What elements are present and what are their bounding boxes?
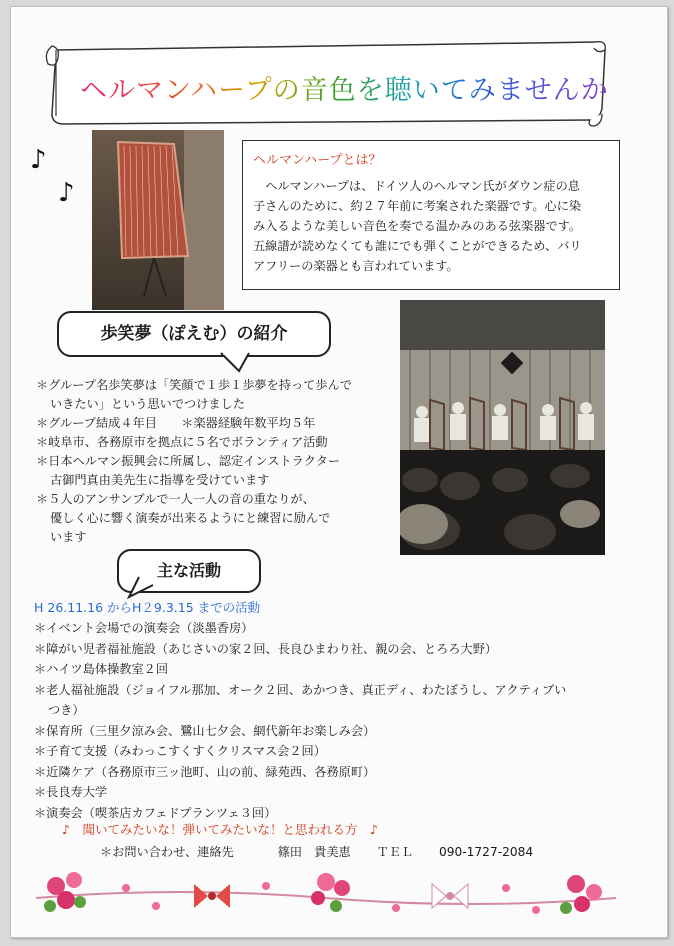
tel-number: 090-1727-2084	[439, 845, 534, 859]
info-body	[253, 176, 609, 276]
contact-label: ＊お問い合わせ、連絡先	[100, 845, 234, 859]
music-note-icon: ♪	[58, 178, 75, 208]
list-item: ＊イベント会場での演奏会（淡墨香房）	[34, 621, 254, 635]
tel-label: ＴＥＬ	[376, 845, 414, 859]
info-line: アフリーの楽器とも言われています。	[253, 259, 459, 273]
harp-photo	[92, 130, 224, 310]
ribbon-bow-icon	[194, 884, 230, 908]
list-item: 優しく心に響く演奏が出来るようにと練習に励んで	[50, 511, 331, 525]
list-item: ＊５人のアンサンブルで一人一人の音の重なりが、	[36, 492, 315, 506]
harp-info-box	[242, 140, 620, 290]
list-item: ＊長良寿大学	[34, 785, 108, 799]
contact-name: 篠田 貴美恵	[277, 845, 351, 859]
list-item: ＊岐阜市、各務原市を拠点に５名でボランティア活動	[36, 435, 328, 449]
list-item: ＊障がい児者福祉施設（あじさいの家２回、長良ひまわり社、親の会、とろろ大野）	[34, 641, 498, 656]
concert-photo	[400, 300, 605, 555]
flower-cluster-icon	[44, 872, 86, 912]
activity-list	[34, 618, 644, 823]
bubble-tail	[219, 351, 259, 373]
list-item: ＊老人福祉施設（ジョイフル那加、オーク２回、あかつき、真正ディ、わたぼうし、アクティブい	[34, 682, 567, 697]
list-item: つき）	[48, 703, 85, 717]
activity-heading: 主な活動	[156, 561, 221, 580]
music-note-icon: ♪	[30, 145, 47, 175]
info-line: ヘルマンハープは、ドイツ人のヘルマン氏がダウン症の息	[265, 179, 580, 193]
activity-period: H 26.11.16 からH２9.3.15 までの活動	[34, 600, 261, 615]
list-item: 古御門真由美先生に指導を受けています	[50, 473, 270, 487]
harp-image	[114, 138, 192, 298]
info-line: 子さんのために、約２７年前に考案された楽器です。心に染	[253, 199, 582, 213]
info-title: ヘルマンハープとは？	[253, 153, 382, 168]
list-item: ＊グループ結成４年目 ＊楽器経験年数平均５年	[36, 416, 316, 430]
list-item: ＊子育て支援（みわっこすくすくクリスマス会２回）	[34, 744, 326, 758]
contact-line	[100, 843, 533, 860]
list-item: ＊ハイツ島体操教室２回	[34, 662, 169, 676]
list-item: いきたい」という思いでつけました	[50, 397, 245, 411]
flower-cluster-icon	[311, 873, 350, 912]
list-item: ＊近隣ケア（各務原市三ッ池町、山の前、緑苑西、各務原町）	[34, 764, 376, 779]
concert-image	[400, 300, 605, 555]
list-item: ＊保育所（三里夕涼み会、鷺山七夕会、網代新年お楽しみ会）	[34, 723, 376, 738]
flyer-title: ヘルマンハープの音色を聴いてみませんか？	[80, 68, 610, 107]
list-item: ＊グループ名歩笑夢は「笑顔で１歩１歩夢を持って歩んで	[36, 378, 352, 392]
list-item: ＊日本ヘルマン振興会に所属し、認定インストラクター	[36, 454, 341, 468]
list-item: います	[50, 530, 87, 544]
title-scroll-banner	[42, 38, 637, 128]
intro-list	[36, 376, 396, 547]
info-line: み入るような美しい音色を奏でる温かみのある弦楽器です。	[253, 219, 582, 233]
intro-heading: 歩笑夢（ぽえむ）の紹介	[100, 324, 288, 344]
list-item: ＊演奏会（喫茶店カフェドプランツェ３回）	[34, 805, 277, 820]
info-line: 五線譜が読めなくても誰にでも弾くことができるため、バリ	[253, 239, 582, 253]
flower-cluster-icon	[560, 875, 602, 914]
intro-heading-bubble	[57, 311, 331, 357]
call-to-action: ♪ 聞いてみたいな！弾いてみたいな！と思われる方 ♪	[62, 822, 378, 837]
flower-border-decoration	[36, 866, 616, 928]
activity-heading-bubble	[117, 549, 261, 593]
